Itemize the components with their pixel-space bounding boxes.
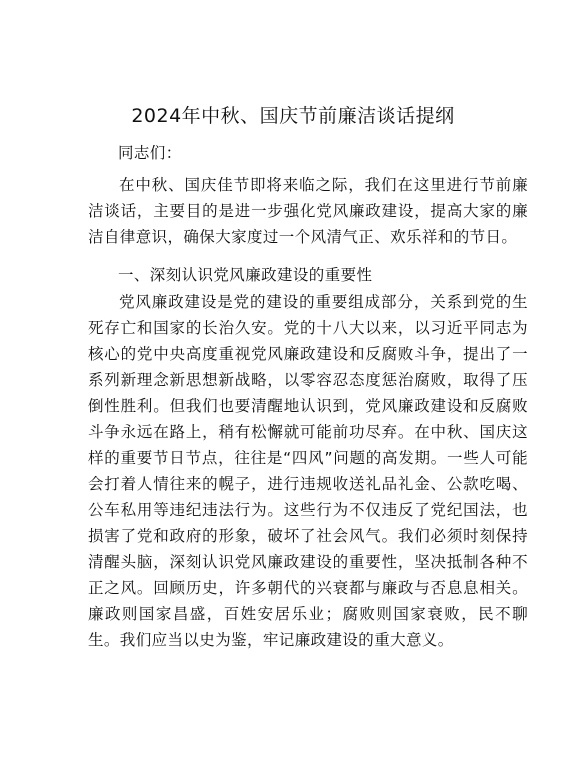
paragraph-section-1-text: 党风廉政建设是党的建设的重要组成部分，关系到党的生死存亡和国家的长治久安。党的十八大以来，以习近平同志为核心的党中央高度重视党风廉政建设和反腐败斗争，提出了一系列新理念新思想新战略，以零容忍态度惩治腐败，取得了压倒性胜利。但我们也要清醒地认识到，党风廉政建设和反腐败斗争永远在路上，稍有松懈就可能前功尽弃。在中秋、国庆这样的重要节日节点，往往是“四风”问题的高发期。一些人可能会打着人情往来的幌子，进行违规收送礼品礼金、公款吃喝、公车私用等违纪违法行为。这些行为不仅违反了党纪国法，也损害了党和政府的形象，破坏了社会风气。我们必须时刻保持清醒头脑，深刻认识党风廉政建设的重要性，坚决抵制各种不正之风。回顾历史，许多朝代的兴衰都与廉政与否息息相关。廉政则国家昌盛，百姓安居乐业；腐败则国家衰败，民不聊生。我们应当以史为鉴，牢记廉政建设的重大意义。 [88,293,528,649]
document-title: 2024年中秋、国庆节前廉洁谈话提纲 [131,105,455,127]
paragraph-intro-text: 在中秋、国庆佳节即将来临之际，我们在这里进行节前廉洁谈话，主要目的是进一步强化党风廉政建设，提高大家的廉洁自律意识，确保大家度过一个风清气正、欢乐祥和的节日。 [88,176,528,246]
greeting-text: 同志们： [118,144,182,162]
section-heading-1: 一、深刻认识党风廉政建设的重要性 [118,266,373,284]
paragraph-intro [88,172,528,250]
paragraph-section-1 [88,289,528,653]
